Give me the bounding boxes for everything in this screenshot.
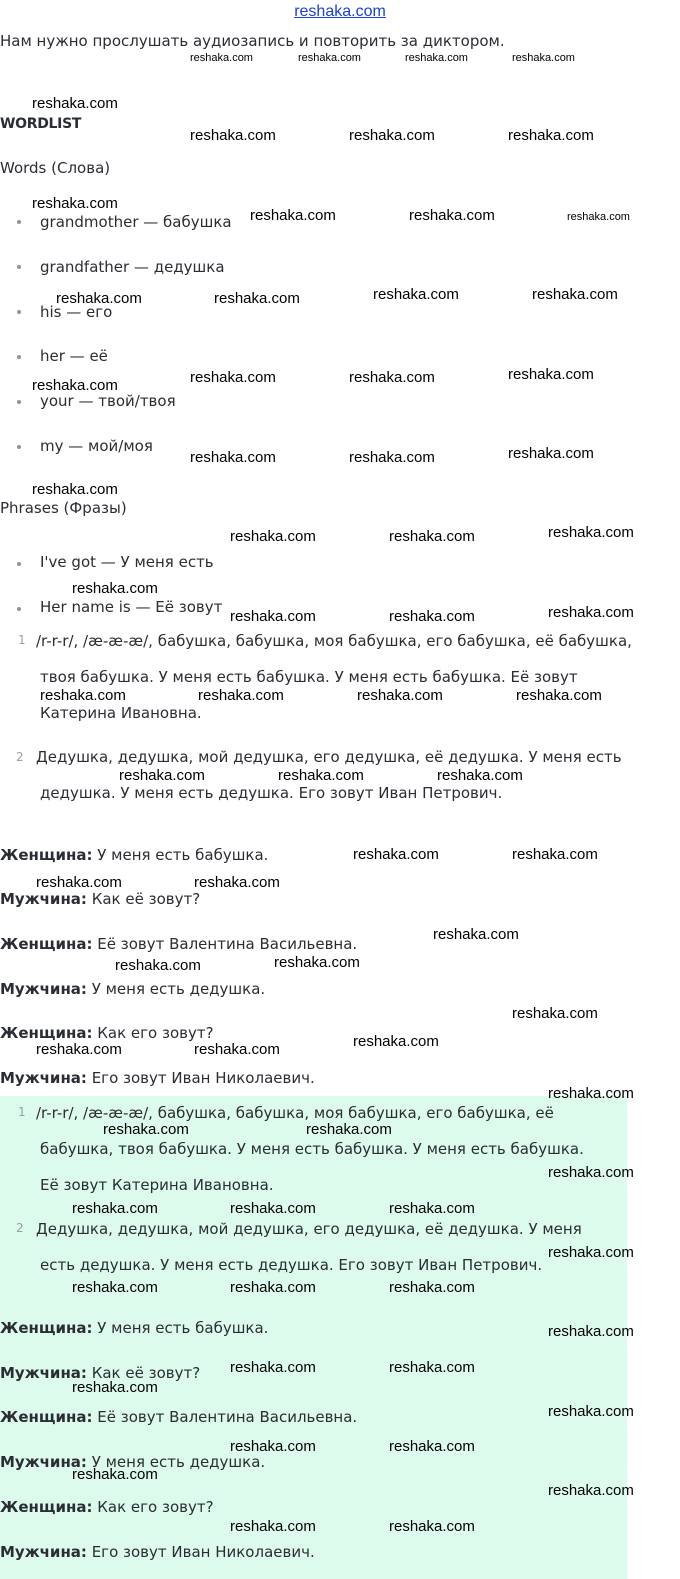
watermark: reshaka.com [198, 687, 284, 704]
watermark: reshaka.com [349, 449, 435, 466]
watermark: reshaka.com [548, 1323, 634, 1340]
bullet-icon [17, 220, 21, 224]
watermark: reshaka.com [389, 1438, 475, 1455]
watermark: reshaka.com [72, 1200, 158, 1217]
list-item: grandfather — дедушка [40, 258, 225, 276]
watermark: reshaka.com [548, 604, 634, 621]
watermark: reshaka.com [409, 207, 495, 224]
exercise-number: 1 [18, 1105, 26, 1119]
watermark: reshaka.com [548, 1244, 634, 1261]
list-item: your — твой/твоя [40, 392, 176, 410]
list-item: his — его [40, 303, 113, 321]
intro-text: Нам нужно прослушать аудиозапись и повторить за диктором. [0, 32, 505, 50]
watermark: reshaka.com [512, 1005, 598, 1022]
watermark: reshaka.com [567, 211, 630, 223]
watermark: reshaka.com [56, 290, 142, 307]
watermark: reshaka.com [548, 1085, 634, 1102]
watermark: reshaka.com [250, 207, 336, 224]
watermark: reshaka.com [389, 528, 475, 545]
exercise-line: /r-r-r/, /æ-æ-æ/, бабушка, бабушка, моя бабушка, его бабушка, её бабушка, [36, 632, 632, 650]
watermark: reshaka.com [214, 290, 300, 307]
bullet-icon [17, 445, 21, 449]
watermark: reshaka.com [389, 1200, 475, 1217]
dialogue-line: Женщина: У меня есть бабушка. [0, 1319, 269, 1337]
watermark: reshaka.com [548, 1403, 634, 1420]
dialogue-line: Мужчина: У меня есть дедушка. [0, 980, 266, 998]
watermark: reshaka.com [194, 1041, 280, 1058]
watermark: reshaka.com [190, 52, 253, 64]
dialogue-line: Женщина: Её зовут Валентина Васильевна. [0, 935, 358, 953]
watermark: reshaka.com [36, 874, 122, 891]
watermark: reshaka.com [72, 1466, 158, 1483]
bullet-icon [17, 607, 21, 611]
watermark: reshaka.com [36, 1041, 122, 1058]
watermark: reshaka.com [389, 1518, 475, 1535]
watermark: reshaka.com [103, 1121, 189, 1138]
list-item: my — мой/моя [40, 437, 153, 455]
watermark: reshaka.com [508, 366, 594, 383]
watermark: reshaka.com [298, 52, 361, 64]
list-item: her — её [40, 347, 108, 365]
watermark: reshaka.com [353, 1033, 439, 1050]
watermark: reshaka.com [548, 1482, 634, 1499]
exercise-line: есть дедушка. У меня есть дедушка. Его зовут Иван Петрович. [40, 1256, 543, 1274]
words-heading: Words (Слова) [0, 159, 111, 177]
dialogue-line: Мужчина: У меня есть дедушка. [0, 1453, 266, 1471]
bullet-icon [17, 265, 21, 269]
exercise-line: дедушка. У меня есть дедушка. Его зовут Иван Петрович. [40, 784, 503, 802]
watermark: reshaka.com [72, 1279, 158, 1296]
watermark: reshaka.com [548, 524, 634, 541]
bullet-icon [17, 355, 21, 359]
watermark: reshaka.com [274, 954, 360, 971]
watermark: reshaka.com [357, 687, 443, 704]
watermark: reshaka.com [230, 1438, 316, 1455]
watermark: reshaka.com [353, 846, 439, 863]
watermark: reshaka.com [548, 1164, 634, 1181]
watermark: reshaka.com [512, 846, 598, 863]
watermark: reshaka.com [115, 957, 201, 974]
exercise-line: Катерина Ивановна. [40, 704, 202, 722]
watermark: reshaka.com [32, 481, 118, 498]
watermark: reshaka.com [119, 767, 205, 784]
watermark: reshaka.com [230, 608, 316, 625]
watermark: reshaka.com [516, 687, 602, 704]
exercise-number: 2 [16, 1221, 24, 1235]
exercise-line: Дедушка, дедушка, мой дедушка, его дедушка, её дедушка. У меня [36, 1220, 582, 1238]
watermark: reshaka.com [508, 445, 594, 462]
watermark: reshaka.com [512, 52, 575, 64]
list-item: I've got — У меня есть [40, 553, 214, 571]
watermark: reshaka.com [389, 1279, 475, 1296]
dialogue-line: Женщина: Её зовут Валентина Васильевна. [0, 1408, 358, 1426]
watermark: reshaka.com [190, 449, 276, 466]
watermark: reshaka.com [230, 1279, 316, 1296]
watermark: reshaka.com [32, 95, 118, 112]
exercise-number: 1 [18, 633, 26, 647]
watermark: reshaka.com [389, 608, 475, 625]
watermark: reshaka.com [278, 767, 364, 784]
watermark: reshaka.com [230, 1200, 316, 1217]
dialogue-line: Мужчина: Его зовут Иван Николаевич. [0, 1069, 315, 1087]
watermark: reshaka.com [405, 52, 468, 64]
wordlist-heading: WORDLIST [0, 116, 82, 132]
watermark: reshaka.com [306, 1121, 392, 1138]
watermark: reshaka.com [373, 286, 459, 303]
exercise-line: бабушка, твоя бабушка. У меня есть бабушка. У меня есть бабушка. [40, 1140, 584, 1158]
dialogue-line: Мужчина: Как её зовут? [0, 890, 201, 908]
watermark: reshaka.com [508, 127, 594, 144]
dialogue-line: Женщина: Как его зовут? [0, 1498, 214, 1516]
watermark: reshaka.com [32, 195, 118, 212]
phrases-heading: Phrases (Фразы) [0, 499, 127, 517]
dialogue-line: Мужчина: Как её зовут? [0, 1364, 201, 1382]
watermark: reshaka.com [349, 369, 435, 386]
watermark: reshaka.com [40, 687, 126, 704]
bullet-icon [17, 562, 21, 566]
bullet-icon [17, 400, 21, 404]
dialogue-line: Женщина: Как его зовут? [0, 1024, 214, 1042]
watermark: reshaka.com [230, 1359, 316, 1376]
bullet-icon [17, 310, 21, 314]
list-item: Her name is — Её зовут [40, 598, 223, 616]
watermark: reshaka.com [72, 580, 158, 597]
exercise-line: Её зовут Катерина Ивановна. [40, 1176, 274, 1194]
exercise-number: 2 [16, 750, 24, 764]
watermark: reshaka.com [32, 377, 118, 394]
watermark: reshaka.com [433, 926, 519, 943]
watermark: reshaka.com [190, 369, 276, 386]
exercise-line: твоя бабушка. У меня есть бабушка. У меня есть бабушка. Её зовут [40, 668, 578, 686]
watermark: reshaka.com [349, 127, 435, 144]
exercise-line: /r-r-r/, /æ-æ-æ/, бабушка, бабушка, моя бабушка, его бабушка, её [36, 1104, 554, 1122]
watermark: reshaka.com [72, 1379, 158, 1396]
watermark: reshaka.com [194, 874, 280, 891]
watermark: reshaka.com [532, 286, 618, 303]
site-link[interactable]: reshaka.com [294, 3, 386, 20]
watermark: reshaka.com [389, 1359, 475, 1376]
watermark: reshaka.com [230, 1518, 316, 1535]
exercise-line: Дедушка, дедушка, мой дедушка, его дедушка, её дедушка. У меня есть [36, 748, 622, 766]
watermark: reshaka.com [190, 127, 276, 144]
watermark: reshaka.com [230, 528, 316, 545]
dialogue-line: Женщина: У меня есть бабушка. [0, 846, 269, 864]
watermark: reshaka.com [437, 767, 523, 784]
dialogue-line: Мужчина: Его зовут Иван Николаевич. [0, 1543, 315, 1561]
list-item: grandmother — бабушка [40, 213, 232, 231]
